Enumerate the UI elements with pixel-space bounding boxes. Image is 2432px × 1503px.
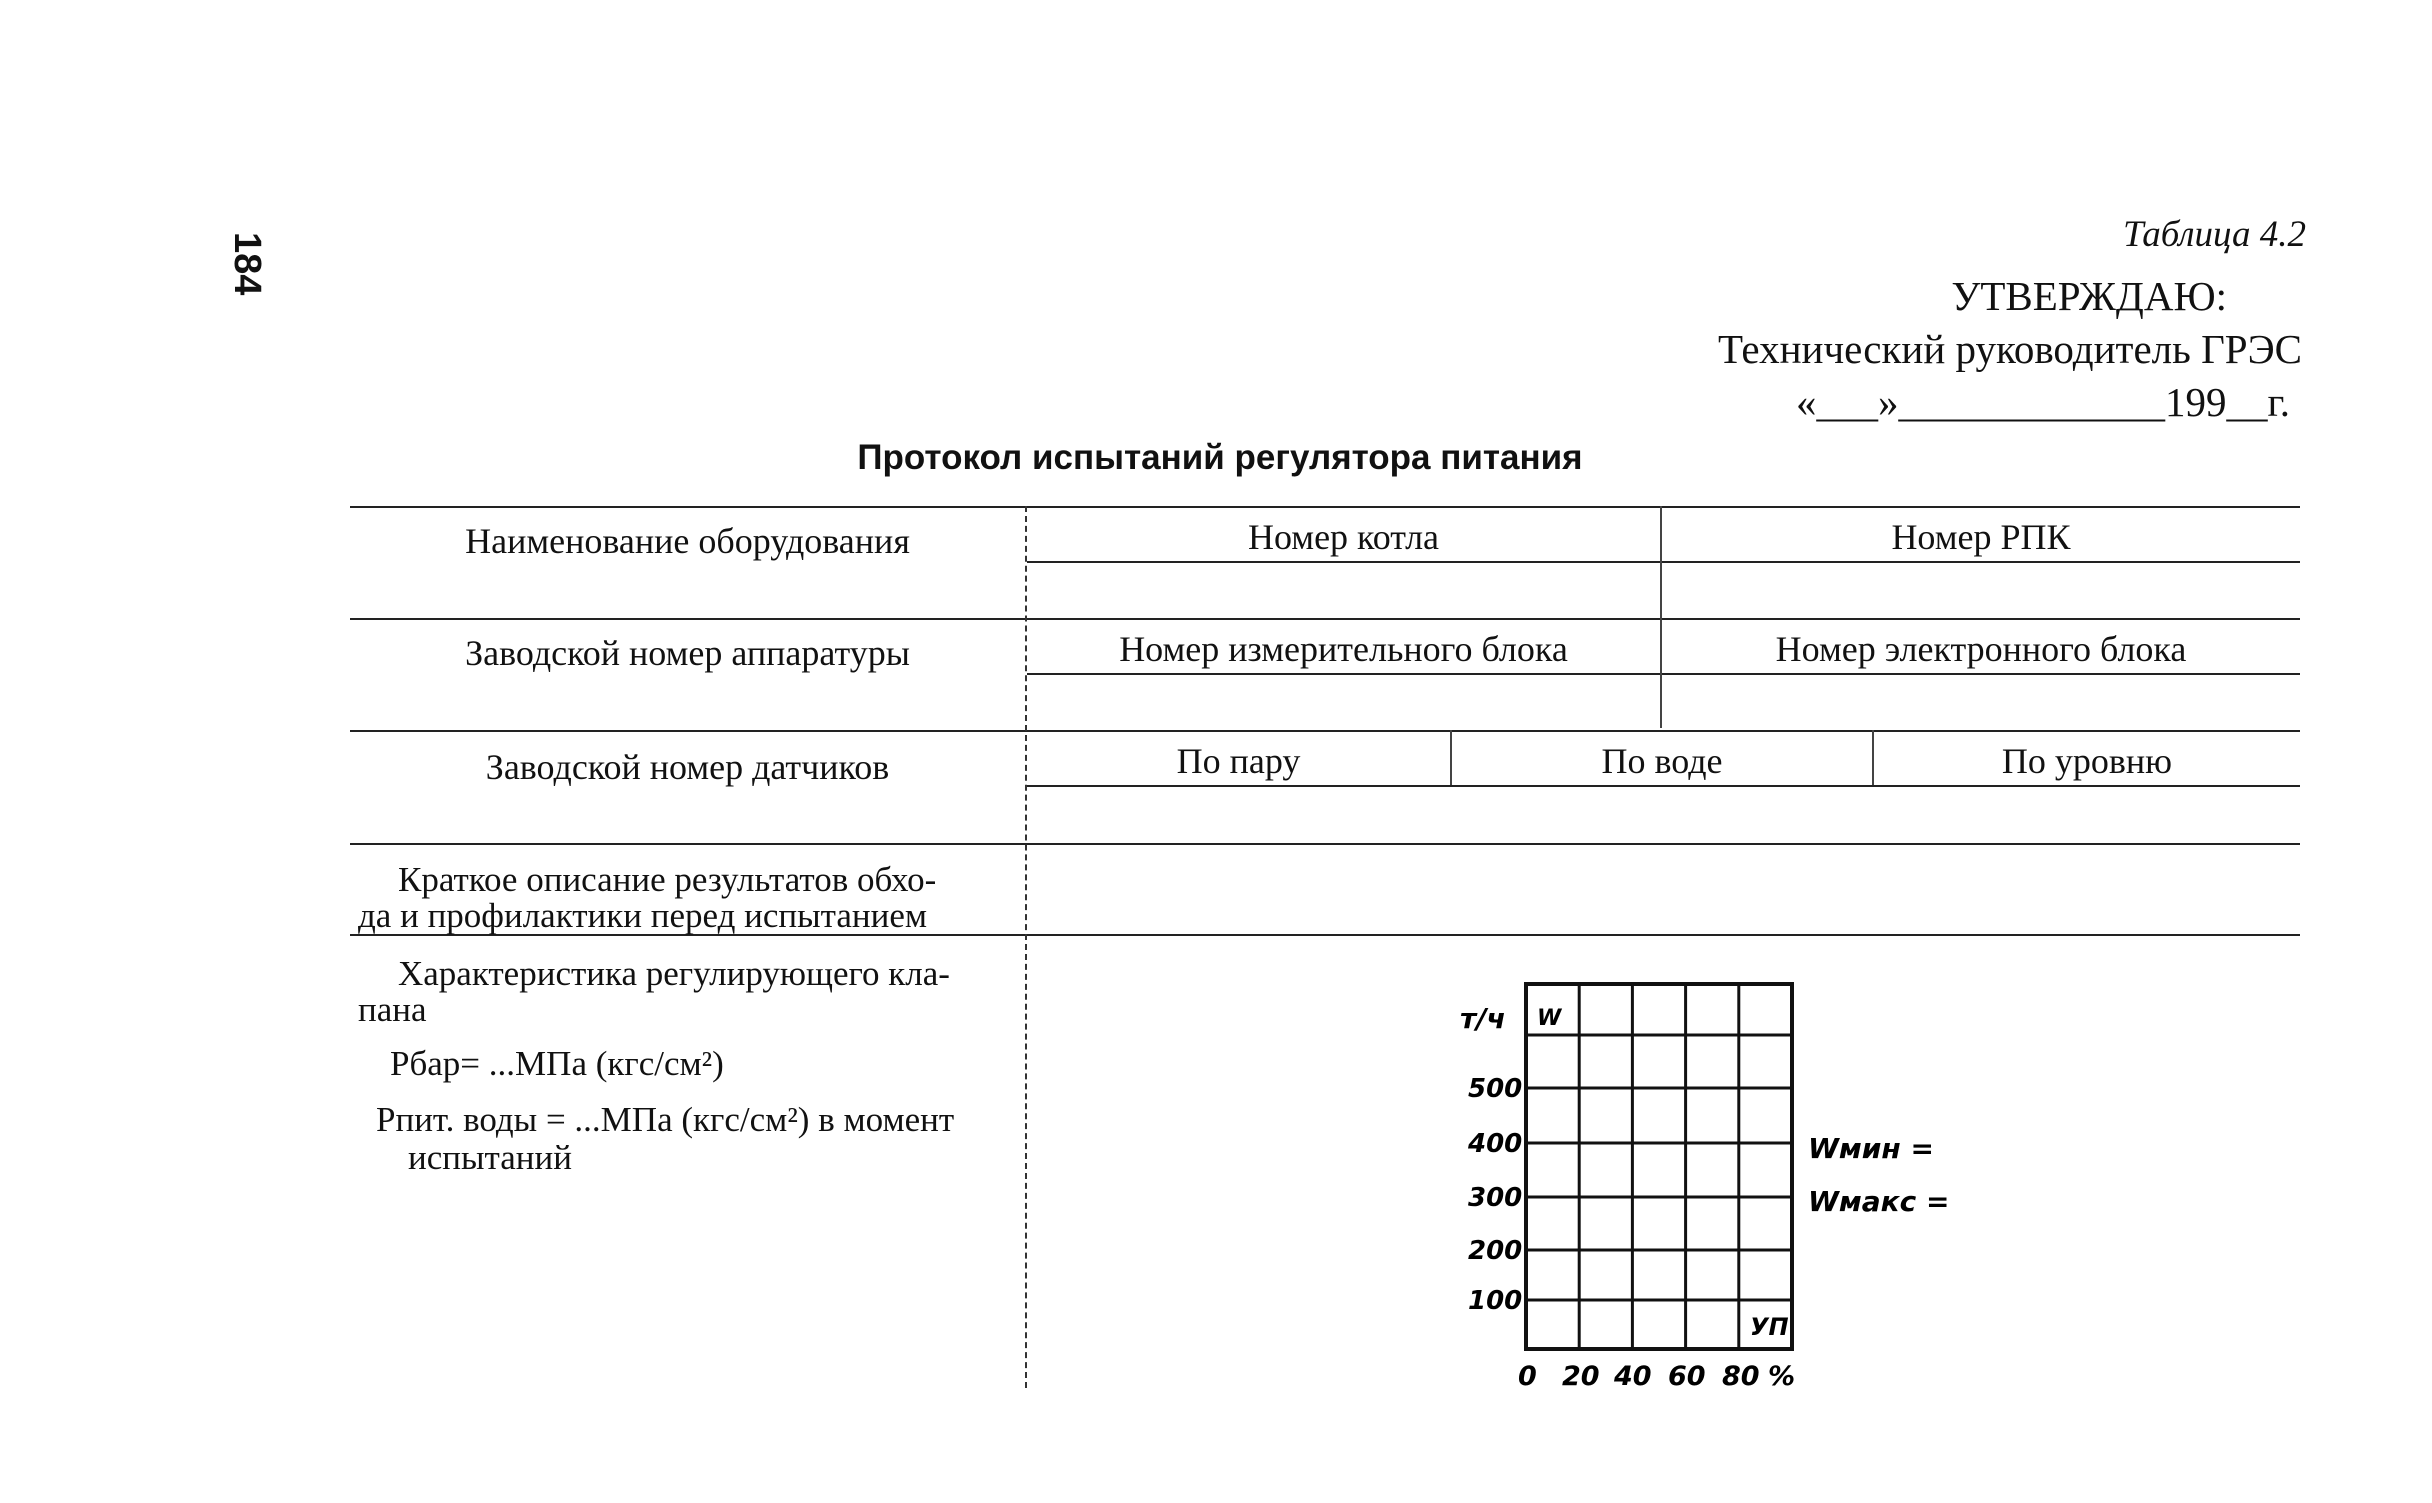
y-unit-label: т/ч [1460, 1002, 1506, 1035]
x-tick-label: 40 [1614, 1361, 1652, 1392]
y-tick-label: 400 [1468, 1129, 1523, 1159]
w-max-label: Wмакс = [1808, 1185, 1950, 1218]
by-steam-header: По пару [1176, 741, 1301, 781]
y-tick-label: 100 [1468, 1286, 1523, 1316]
x-tick-label: 20 [1562, 1361, 1600, 1392]
factory-number-apparatus-label: Заводской номер аппаратуры [465, 633, 910, 673]
row2-sub-rule [1027, 673, 2300, 675]
x-axis-label: УП [1750, 1313, 1789, 1341]
by-level-header: По уровню [2001, 741, 2173, 781]
electronic-block-header: Номер электронного блока [1775, 629, 2187, 669]
row3-sub-rule [1027, 785, 2300, 787]
valve-characteristic-chart [1440, 975, 1960, 1395]
description-label-line1: Краткое описание результатов обхо- [398, 860, 937, 899]
page-number: 184 [226, 232, 268, 296]
approval-heading: УТВЕРЖДАЮ: [1951, 273, 2227, 319]
p-feed-water-cont: испытаний [408, 1138, 572, 1177]
by-water-header: По воде [1601, 741, 1723, 781]
measuring-block-header: Номер измерительного блока [1119, 629, 1568, 669]
rpk-number-header: Номер РПК [1891, 517, 2071, 557]
x-tick-label: % [1768, 1361, 1796, 1392]
equipment-name-label: Наименование оборудования [465, 521, 910, 561]
x-tick-label: 0 [1518, 1361, 1537, 1392]
y-tick-label: 300 [1468, 1183, 1523, 1213]
table-label: Таблица 4.2 [2122, 214, 2306, 255]
table-top-rule [350, 506, 2300, 508]
w-min-label: Wмин = [1808, 1132, 1934, 1165]
series-w-label: W [1537, 1006, 1562, 1031]
x-tick-label: 80 [1722, 1361, 1760, 1392]
p-feed-water-line: Рпит. воды = ...МПа (кгс/см²) в момент [376, 1100, 955, 1139]
y-tick-label: 200 [1468, 1236, 1523, 1266]
row4-top-rule [350, 843, 2300, 845]
approval-role: Технический руководитель ГРЭС [1717, 326, 2302, 372]
valve-characteristic-line1: Характеристика регулирующего кла- [398, 954, 950, 993]
factory-number-sensors-label: Заводской номер датчиков [485, 747, 890, 787]
document-title: Протокол испытаний регулятора питания [857, 438, 1583, 477]
row2-top-rule [350, 618, 2300, 620]
y-tick-label: 500 [1468, 1074, 1523, 1104]
description-label-line2: да и профилактики перед испытанием [358, 896, 928, 935]
p-bar-line: Рбар= ...МПа (кгс/см²) [390, 1044, 724, 1083]
chart-frame [1526, 984, 1792, 1349]
row1-sub-rule [1027, 561, 2300, 563]
x-tick-label: 60 [1668, 1361, 1706, 1392]
valve-characteristic-line2: пана [358, 990, 427, 1029]
row3-top-rule [350, 730, 2300, 732]
boiler-number-header: Номер котла [1247, 517, 1440, 557]
approval-date-line: «___»_____________199__г. [1796, 379, 2290, 425]
